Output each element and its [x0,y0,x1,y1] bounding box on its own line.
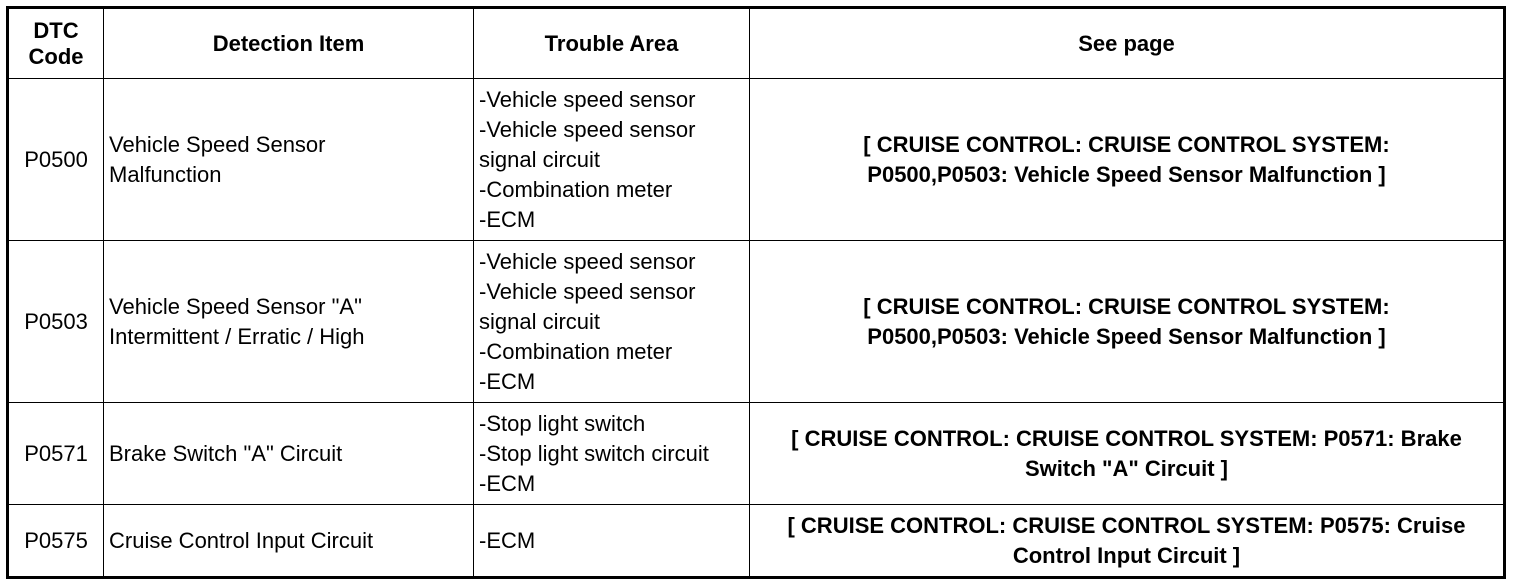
trouble-area-cell [474,403,750,505]
trouble-area-line: -Vehicle speed sensor signal circuit [479,278,696,334]
header-trouble-area: Trouble Area [474,8,750,79]
see-page-link[interactable]: [ CRUISE CONTROL: CRUISE CONTROL SYSTEM: P0571: Brake Switch "A" Circuit ] [750,403,1505,505]
table-row [8,79,1505,241]
detection-item-cell: Vehicle Speed Sensor "A" Intermittent / Erratic / High [104,241,474,403]
trouble-area-line: -Combination meter [479,338,673,364]
header-dtc-code: DTC Code [8,8,104,79]
trouble-area-line: -ECM [479,206,536,232]
header-row [8,8,1505,79]
trouble-area-line: -Vehicle speed sensor [479,248,696,274]
trouble-area-line: -Stop light switch [479,410,646,436]
dtc-code-cell: P0571 [8,403,104,505]
trouble-area-line: -ECM [479,470,536,496]
dtc-code-cell: P0575 [8,505,104,578]
table-row [8,505,1505,578]
dtc-code-cell: P0503 [8,241,104,403]
dtc-code-cell: P0500 [8,79,104,241]
trouble-area-line: -ECM [479,527,536,553]
see-page-link[interactable]: [ CRUISE CONTROL: CRUISE CONTROL SYSTEM: P0500,P0503: Vehicle Speed Sensor Malfunction ] [750,79,1505,241]
trouble-area-line: -Vehicle speed sensor [479,86,696,112]
table-row [8,403,1505,505]
detection-item-cell: Cruise Control Input Circuit [104,505,474,578]
trouble-area-cell [474,505,750,578]
trouble-area-cell [474,79,750,241]
see-page-link[interactable]: [ CRUISE CONTROL: CRUISE CONTROL SYSTEM: P0500,P0503: Vehicle Speed Sensor Malfunction ] [750,241,1505,403]
trouble-area-line: -Vehicle speed sensor signal circuit [479,116,696,172]
table-row [8,241,1505,403]
trouble-area-line: -Combination meter [479,176,673,202]
trouble-area-line: -ECM [479,368,536,394]
trouble-area-cell [474,241,750,403]
trouble-area-line: -Stop light switch circuit [479,440,709,466]
detection-item-cell: Brake Switch "A" Circuit [104,403,474,505]
see-page-link[interactable]: [ CRUISE CONTROL: CRUISE CONTROL SYSTEM: P0575: Cruise Control Input Circuit ] [750,505,1505,578]
header-detection-item: Detection Item [104,8,474,79]
header-see-page: See page [750,8,1505,79]
detection-item-cell: Vehicle Speed Sensor Malfunction [104,79,474,241]
dtc-table [6,6,1506,579]
